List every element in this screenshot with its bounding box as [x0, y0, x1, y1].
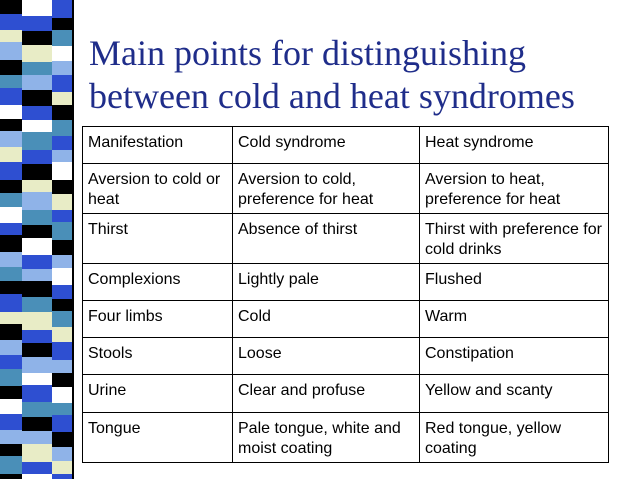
stripe-block: [0, 131, 22, 147]
table-header-row: [83, 127, 609, 164]
stripe-block: [0, 267, 22, 281]
stripe-block: [52, 268, 72, 285]
stripe-divider-line: [72, 0, 74, 479]
stripe-block: [22, 444, 52, 462]
table-row: [83, 264, 609, 301]
stripe-block: [0, 75, 22, 88]
stripe-column: [52, 0, 72, 479]
table-cell: Thirst: [83, 214, 233, 264]
table-cell: Warm: [420, 301, 609, 338]
stripe-block: [22, 431, 52, 444]
stripe-block: [22, 474, 52, 479]
stripe-block: [22, 132, 52, 150]
decorative-stripe-pattern: [0, 0, 72, 479]
stripe-block: [0, 235, 22, 252]
table-cell: Thirst with preference for cold drinks: [420, 214, 609, 264]
stripe-block: [22, 297, 52, 312]
table-cell: Clear and profuse: [233, 375, 420, 413]
stripe-block: [0, 430, 22, 444]
stripe-block: [0, 207, 22, 223]
stripe-block: [0, 147, 22, 162]
stripe-block: [52, 447, 72, 461]
stripe-block: [22, 385, 52, 402]
stripe-block: [0, 414, 22, 430]
stripe-block: [52, 61, 72, 75]
comparison-table: [82, 126, 609, 463]
stripe-block: [22, 0, 52, 16]
stripe-block: [0, 324, 22, 340]
stripe-block: [0, 30, 22, 42]
stripe-block: [52, 136, 72, 150]
stripe-block: [22, 106, 52, 120]
stripe-block: [0, 162, 22, 180]
stripe-block: [22, 462, 52, 474]
stripe-block: [22, 210, 52, 225]
stripe-block: [0, 474, 22, 479]
stripe-block: [52, 255, 72, 268]
stripe-block: [52, 75, 72, 92]
stripe-block: [0, 193, 22, 207]
stripe-block: [52, 311, 72, 327]
stripe-block: [0, 456, 22, 474]
stripe-block: [52, 432, 72, 447]
stripe-block: [0, 312, 22, 324]
stripe-block: [0, 294, 22, 312]
stripe-block: [22, 238, 52, 255]
stripe-block: [0, 180, 22, 193]
stripe-block: [22, 343, 52, 357]
table-cell: Urine: [83, 375, 233, 413]
stripe-block: [0, 119, 22, 131]
table-row: [83, 413, 609, 463]
stripe-block: [22, 120, 52, 132]
table-cell: Red tongue, yellow coating: [420, 413, 609, 463]
header-manifestation: Manifestation: [83, 127, 233, 164]
stripe-block: [22, 16, 52, 31]
table-cell: Pale tongue, white and moist coating: [233, 413, 420, 463]
stripe-block: [22, 417, 52, 431]
table-cell: Cold: [233, 301, 420, 338]
stripe-block: [22, 373, 52, 385]
stripe-block: [52, 327, 72, 342]
stripe-block: [52, 403, 72, 415]
stripe-block: [52, 222, 72, 240]
stripe-block: [22, 269, 52, 281]
stripe-block: [0, 223, 22, 235]
stripe-block: [22, 31, 52, 45]
stripe-block: [52, 387, 72, 403]
table-cell: Stools: [83, 338, 233, 375]
table-row: [83, 164, 609, 214]
stripe-block: [22, 225, 52, 238]
stripe-block: [52, 240, 72, 255]
stripe-block: [52, 105, 72, 120]
stripe-block: [0, 42, 22, 60]
table-cell: Loose: [233, 338, 420, 375]
table-cell: Constipation: [420, 338, 609, 375]
table-cell: Flushed: [420, 264, 609, 301]
table-cell: Absence of thirst: [233, 214, 420, 264]
stripe-block: [0, 60, 22, 75]
header-heat-syndrome: Heat syndrome: [420, 127, 609, 164]
stripe-block: [52, 162, 72, 180]
stripe-block: [22, 75, 52, 90]
stripe-block: [22, 192, 52, 210]
stripe-block: [22, 312, 52, 330]
stripe-block: [52, 285, 72, 299]
slide-title: Main points for distinguishing between cold and heat syndromes: [89, 33, 575, 116]
stripe-block: [52, 180, 72, 194]
table-cell: Yellow and scanty: [420, 375, 609, 413]
stripe-block: [0, 281, 22, 294]
table-cell: Complexions: [83, 264, 233, 301]
stripe-block: [52, 415, 72, 432]
stripe-block: [22, 90, 52, 106]
stripe-block: [0, 369, 22, 386]
stripe-block: [52, 299, 72, 311]
stripe-block: [22, 62, 52, 75]
stripe-block: [52, 373, 72, 387]
table-cell: Four limbs: [83, 301, 233, 338]
stripe-block: [52, 360, 72, 373]
stripe-block: [0, 88, 22, 105]
stripe-block: [52, 46, 72, 61]
table-row: [83, 214, 609, 264]
stripe-block: [0, 444, 22, 456]
stripe-block: [52, 30, 72, 46]
table-row: [83, 338, 609, 375]
table-cell: Aversion to heat, preference for heat: [420, 164, 609, 214]
stripe-block: [52, 342, 72, 360]
stripe-block: [0, 105, 22, 119]
stripe-block: [22, 281, 52, 297]
stripe-block: [22, 402, 52, 417]
stripe-block: [22, 45, 52, 62]
table-cell: Lightly pale: [233, 264, 420, 301]
stripe-column: [0, 0, 22, 479]
header-cold-syndrome: Cold syndrome: [233, 127, 420, 164]
stripe-block: [22, 357, 52, 373]
stripe-block: [52, 120, 72, 136]
stripe-block: [22, 330, 52, 343]
stripe-block: [22, 180, 52, 192]
stripe-block: [0, 355, 22, 369]
stripe-block: [52, 210, 72, 222]
stripe-block: [0, 399, 22, 414]
stripe-block: [22, 255, 52, 269]
stripe-block: [52, 92, 72, 105]
table-cell: Tongue: [83, 413, 233, 463]
table-row: [83, 375, 609, 413]
stripe-block: [22, 164, 52, 180]
table-cell: Aversion to cold or heat: [83, 164, 233, 214]
stripe-block: [52, 194, 72, 210]
stripe-block: [52, 474, 72, 479]
stripe-block: [0, 386, 22, 399]
stripe-block: [52, 150, 72, 162]
stripe-block: [22, 150, 52, 164]
stripe-block: [52, 0, 72, 18]
stripe-block: [52, 461, 72, 474]
stripe-block: [52, 18, 72, 30]
table-row: [83, 301, 609, 338]
stripe-block: [0, 14, 22, 30]
table-cell: Aversion to cold, preference for heat: [233, 164, 420, 214]
stripe-column: [22, 0, 52, 479]
stripe-block: [0, 340, 22, 355]
stripe-block: [0, 0, 22, 14]
stripe-block: [0, 252, 22, 267]
